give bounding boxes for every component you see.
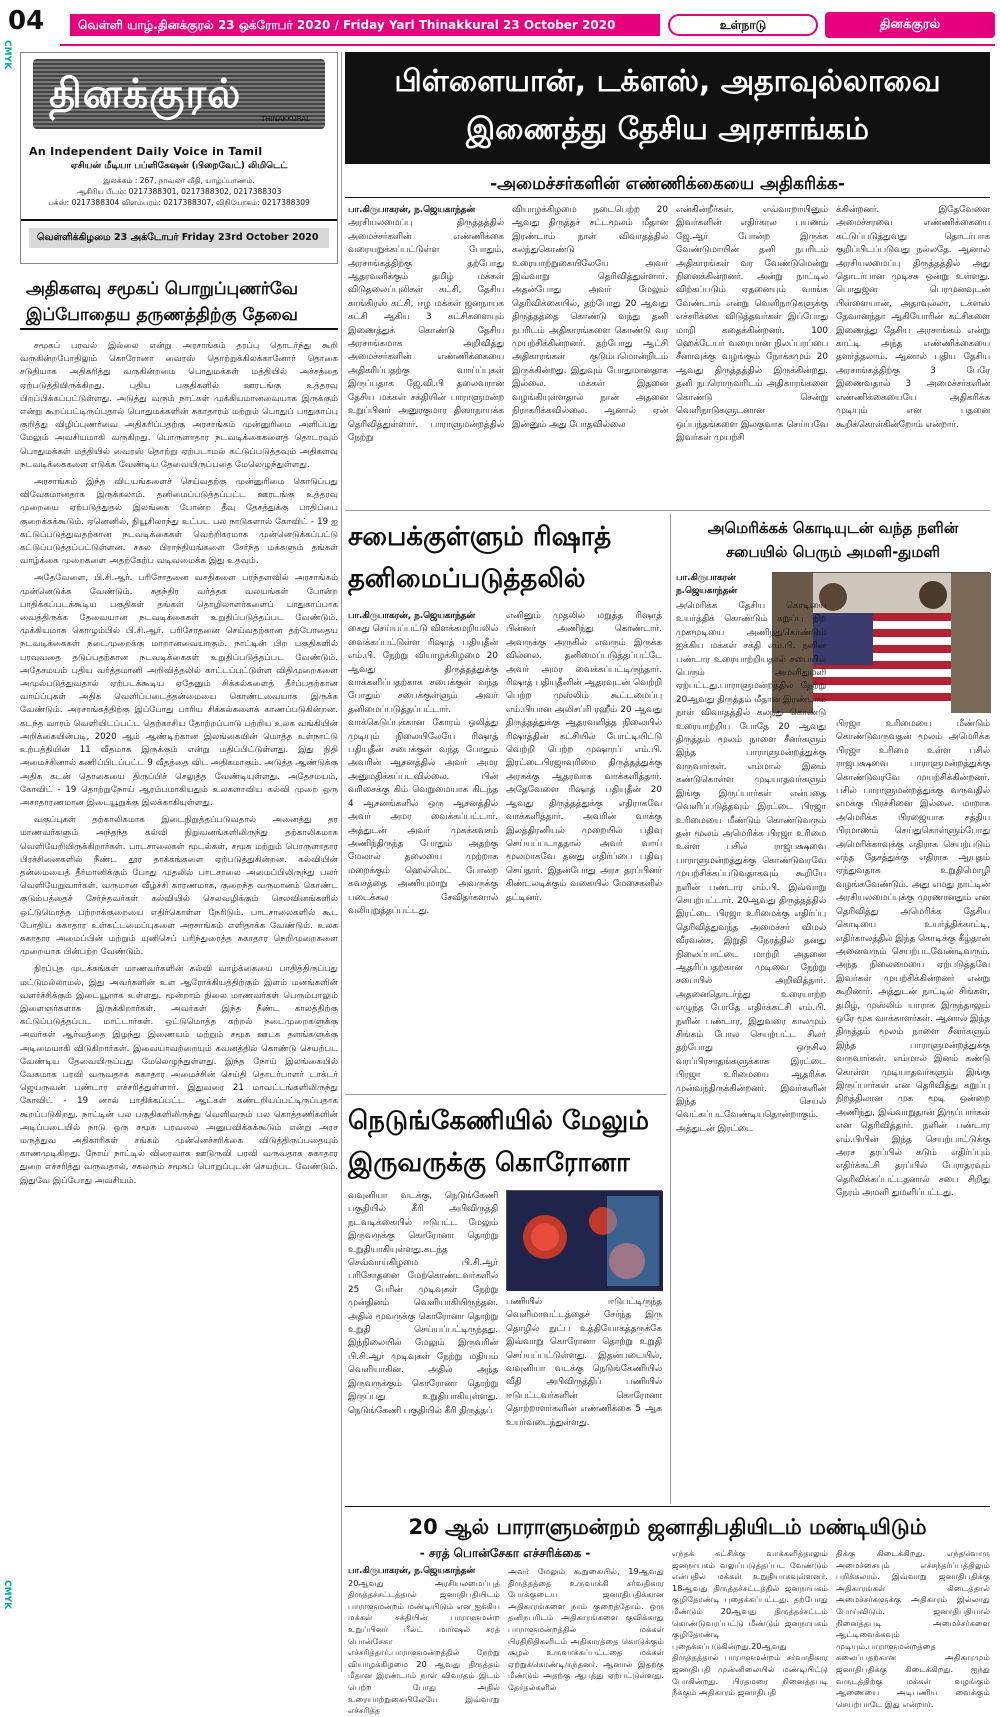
newspaper-logo-small: தினக்குரல்: [825, 12, 995, 38]
rishad-column: [506, 610, 662, 1090]
virus-photo: [506, 1190, 662, 1290]
masthead-address: [29, 175, 329, 208]
article-text: என்கின்றீர்கள். எவ்வாறாயினும் இவர்களின் எதிர்கால பயணம் ஜே.ஆர் போன்ற இருக்க வேண்டுமாயின் தனி நபரிடம் அதிகாரங்கள் வர வேண்டுமென்று நினைக்கின்றனர். அன்று நாட்டில் விற்கப்படும் ஏதனையும் வாங்க வேண்டாம் என்று வெளிநாடுகளுக்கு எச்சரிக்கை விடுத்தவர்கள் இப்போது மாறி கதைக்கின்றனர். 100 ஹெக்டேயர் வரையான நிலப்பரப்பை சீனாவுக்கு வழங்கும் நோக்கமும் 20 ஆவது திருத்தத்தில் இருக்கின்றது. தனி நபரொருவரிடம் அதிகாரங்களை கொண்டு சென்று வெளிநாடுகளுடனான ஒப்பந்தங்களை இலகுவாக செய்யவே இவர்கள் முயற்சி: [676, 205, 828, 443]
rishad-headline: [348, 516, 668, 600]
story-rule: [345, 510, 990, 511]
editorial-paragraph: அரசாங்கம் இந்த விடயங்களைச் செய்வதற்கு முன்னுரிமை கொடுப்பது விவேகமானதாக இருக்கலாம். தனிமைப்படுத்தப்பட்ட ஊரடங்கு உத்தரவு முறையை ஏற்படுத்துதல் இலங்கை போன்ற தீவு தேசத்துக்கு பாதிப்பை குறைக்கக்கூடும். ஏனெனில், நியூசிலாந்து உட்பட பல நாடுகளால் கோவிட் - 19 ஐ கட்டுப்படுத்துவதற்கான நடவடிக்கைகள் வெற்றிகரமாக முன்னெடுக்கப்பட்டு கட்டுப்படுத்தப்பட்டுள்ளன. சகல பிராந்தியங்களை சேர்ந்த மக்களும் தங்கள் வாழ்க்கை முறைகளை அதற்கேற்ப வடிவமைக்க இது உதவும்.: [20, 477, 338, 567]
byline: பா.கிருபாகரன், ந.ஜெயகாந்தன்: [348, 205, 475, 215]
editorial-paragraph: அதேவேளை, பி.சி.ஆர். பரிசோதனை வசதிகளை பரந்தளவில் அரசாங்கம் முன்னெடுக்க வேண்டும். சுதந்திர வர்த்தக வலயங்கள் போன்ற பாதிக்கப்படக்கூடிய பகுதிகள் தங்கள் தொழிலாளர்களைப் பாதுகாப்பாக வைத்திருக்க தேவையான நடவடிக்கைகள் உறுதிப்படுத்தப்பட வேண்டும். முக்கியமாக கொழும்பில் பி.சி.ஆர். பரிசோதனை செய்வதற்கான தற்போதைய நடவடிக்கைகள் நடைமுறைக்கு மாறானவையாகும். நாட்டின் பிற பகுதிகளில் பரவுவதை தடுப்பதற்கான நடவடிக்கைகள் உறுதிப்படுத்தப்பட வேண்டும். அதேசமயம் புதிய வர்த்தமானி அறிவித்தலில் காட்டப்பட்டுள்ள விதிமுறைகளை அமுல்படுத்துவதால் ஏற்படக்கூடிய ஏதேனும் சிக்கல்களைத் தீர்ப்பதற்கான வாய்ப்புகள் அதிக வெளிப்படைத்தன்மையை கொண்டவையாக இருக்க வேண்டும். அரசாங்கத்திற்கு இப்போது பாரிய சிக்கல்களைக் காணப்படுகின்றன. கடந்த வாரம் வெளியிடப்பட்ட தெற்காசிய தோற்றப்பாடு பற்றிய உலக வங்கியின் அறிக்கையின்படி, 2020 ஆம் ஆண்டிற்கான இலங்கையின் மொத்த உள்நாட்டு உற்பத்தியின் 11 வீதமாக இருக்கும் என்று மதிப்பிட்டுள்ளது. இது நிதி அமைச்சினால் கணிப்பிடப்பட்ட 9 வீதத்தை விட அதிகமாகும். அடுத்த ஆண்டுக்கு அதிக கடன் தொகையை திருப்பிச் செலுத்த வேண்டியுள்ளது. அதேசமயம், கோவிட் - 19 தொற்றுநோய் ஆரம்பமாகியதும் உலகளாவிய கல்வி முறை ஒரு அசாதாரணமான இடையூறுக்கு இலக்காகியுள்ளது.: [20, 573, 338, 808]
lead-headline: [345, 58, 990, 154]
sarath-subhead: - சரத் பொன்சேகா எச்சரிக்கை -: [419, 1546, 591, 1560]
lead-column: [836, 204, 990, 504]
masthead-date: வெள்ளிக்கிழமை 23 அக்டோபர் Friday 23rd October 2020: [29, 228, 329, 248]
rishad-headline-line: சபைக்குள்ளும் ரிஷாத்: [348, 522, 612, 552]
editorial-paragraph: சமூகப் பரவல் இல்லை என்று அரசாங்கம் தரப்பு தொடர்ந்து கூறி வருகின்றபோதிலும் கொரோனா வைரஸ் தொற்றுக்கிலக்கானோர் தொகை சடுதியாக அதிகரித்து வருகின்றமை பொதுமக்கள் மத்தியில் அச்சத்தை ஏற்படுத்தியிருக்கிறது. புதிய பகுதிகளில் ஊரடங்கு உத்தரவு பிறப்பிக்கப்பட்டுள்ளது. அடுத்து வரும் நாட்கள் முக்கியமானவையாக இருக்கும் என்று கூறப்பட்டிருப்பதால் பொதுமக்களின் சுகாதாரம் மற்றும் பொதுப் பாதுகாப்பு குறித்து விழிப்புணர்வை அதிகரிப்பதற்கு அரசாங்கம் முன்னுரிமை அளிப்பது மேலும் அவசியமாகி வருகிறது. பொருளாதார நடவடிக்கைகளைத் தொடரவும் பொதுமக்கள் மத்தியில் வைரஸ் தொற்று ஏற்படாமல் கட்டுப்படுத்தவும் அதிகளவு நடவடிக்கைகளை எடுக்க வேண்டிய தேவையிருப்பதை மேலெழுந்துள்ளது.: [20, 341, 338, 470]
editorial-paragraph: வகுப்புகள் தற்காலிகமாக இடைநிறுத்தப்படுவதால் அனைத்து தர மாணவர்களும் அந்தந்த கல்வி நிறுவனங்களிலிருந்து தற்காலிகமாக வெளியேறியிருக்கிறார்கள். பாடசாலைகள் மூடல்கள், சமூக மற்றும் பொருளாதார பிரச்சினைகளில் நீண்ட தூர தாக்கங்களை ஏற்படுத்துகின்றன. கல்வியின் தன்மையைத் தீர்மானிக்கும் போது முதலில் பாடசாலை அமைப்பிலிருந்து பலர் வெளியேறுவார்கள். வருமான வீழ்ச்சி காரணமாக, குறைந்த வருமானம் கொண்ட குடும்பத்தைச் சேர்ந்தவர்கள் கல்வியில் செலவழிக்கும் செலவினங்களில் ஒட்டுமொத்த பற்றாக்குறையை எதிர்கொள்ள நேரிடும். பாடசாலைகளில் கூட போதிய சுகாதார உள்கட்டமைப்புகளை அரசாங்கம் எளிதாக்க வேண்டும். உலக சுகாதார அமைப்பின் மற்றும் யுனிசெப் பரிந்துரைத்த சுகாதார நெறிமுறைகளை முறையாக பின்பற்ற வேண்டும்.: [20, 815, 338, 958]
byline: பா.கிருபாகரன் ந.ஜெயகாந்தன்: [676, 573, 737, 597]
flag-column: [676, 600, 826, 1500]
lead-column: [348, 204, 504, 504]
sarath-column: [672, 1548, 828, 1698]
article-text: பிரஜா உரிமையை மீண்டும் கொண்டுவருவதன் மூலம் அமெரிக்க பிரஜா உரிமை உள்ள பசில் ராஜபக்ஷவை பாராளுமன்றத்துக்கு கொண்டுவரவே முயற்சிக்கின்றனர். பசில் பாராளுமன்றத்துக்கு வருவதில் எமக்கு பிரச்சினை இல்லை. மாறாக அமெரிக்க பிரஜையாக சத்திய பிரமாணம் செய்துகொள்ளும்போது அமெரிக்காவுக்கு எதிராக செயற்படும் எந்த தேசத்துக்கு எதிராக ஆயுதம் ஏந்துவதாக உறுதிமொழி வழங்கவேண்டும். அது எமது நாட்டின் அரசியலமைப்புக்கு முரணானதும் என தெரிவித்து அமெரிக்க தேசிய கொடியை உயர்த்திக்காட்டி, எதிர்காலத்தில் இந்த கொடிக்கு கீழ்தான் அனைவரும் செயற்படவேண்டிவரும். அந்த நிலைமையை ஏற்படுத்தவே இவர்கள் முயற்சிக்கின்றனர் என்று கூறினார். அத்துடன் நாட்டில் சிங்கள, தமிழ், முஸ்லிம் யாராக இருந்தாலும் ஒரே மூக வாக்காளர்கள். ஆனால் இந்த திருத்தம் மூலம் நாளை சீனர்களும் இந்த பாராளுமன்றத்துக்கு வருவார்கள். எம்மால் இனம் கண்டு கொள்ள முடியாதவர்களும் இங்கு இருப்பார்கள் என தெரிவித்து கறுப்பு நிறத்திலான முக மூடி ஒன்றை அணிந்து, இவ்வாறுதான் இருப்பார்கள் என தெரிவித்தார். நளின் பண்டார எம்.பியின் இந்த செயற்பாட்டுக்கு அரச தரப்பில் கடும் எதிர்ப்பும் எதிர்க்கட்சி தரப்பில் பேராதரவும் தெரிவிக்கப்பட்டதனால் சபை சிறிது நேரம் அமளி துமளிப்பட்டது.: [836, 719, 990, 1199]
masthead-address-line: இலக்கம் : 267, நாவலர் வீதி, யாழ்ப்பாணம்.: [103, 176, 255, 185]
byline: பா.கிருபாகரன், ந.ஜெயகாந்தன்: [348, 611, 475, 621]
coronavirus-image: [507, 1191, 663, 1291]
lead-column: [512, 204, 668, 504]
rishad-column: [348, 610, 498, 1090]
masthead-logo-sub: THINAKKURAL: [261, 115, 311, 123]
masthead-address-line: பக்ஸ்: 0217388304 விளம்பரம்: 0217388307, விநியோகம்: 0217388309: [48, 198, 310, 207]
date-strip: வெள்ளி யாழ்.தினக்குரல் 23 ஒக்ரோபர் 2020 / Friday Yarl Thinakkural 23 October 2020: [70, 14, 660, 36]
article-text: எந்தக் கட்சிக்கு வாக்களித்தாலும் ஜனநாயகம் வலுப்படுத்தப்பட வேண்டும் என்பதில் மக்கள் உறுதியாகவுள்ளனர். 18ஆவது திருத்தச்சட்டத்தில் ஜனநாயகம் குழிதோண்டி புதைக்கப்பட்டது. தற்போது மீண்டும் 20ஆவது திருத்தச்சட்டம் கொண்டுவரப்பட்டு மீண்டும் ஜனநாயகம் குழிதோண்டி புதைக்கப்படுகின்றது.20ஆவது திருத்தத்தால் பாராளுமன்றம் சர்வாதிகார ஜனாதிபதி முன்னிலையில் மண்டியிட்டு போகின்றது. பிரதமரை நினைத்தபடி நீக்கும் அதிகாரம் ஜனாதிபதி: [672, 1548, 828, 1698]
page-number: 04: [8, 6, 45, 36]
masthead-tagline: An Independent Daily Voice in Tamil: [29, 145, 263, 158]
sarath-column: [348, 1566, 500, 1716]
rishad-headline-line: தனிமைப்படுத்தலில்: [348, 564, 586, 594]
article-text: க்கின்றனர். இதேவேளை அமைச்சரவை எண்ணிக்கையை கட்டுப்படுத்துவது தொடர்பாக குறிப்பிடப்படுவது நல்லதே. ஆனால் அரசியலமைப்பு திருத்தத்தில் அது தொடர்பான முடிசசு ஒன்று உள்ளது. பொதுஜன பெரமுனவுடன் பிள்ளையான், அதாவுல்லா, டக்ளஸ் தேவானந்தா ஆகியோரின் கட்சிகளை இணைத்து தேசிய அரசாங்கம் என்று காட்டி அந்த எண்ணிக்கையை தளர்த்தலாம். ஆனால் புதிய தேசிய அரசாங்கத்திற்கு 3 பேரே இணைவதால் 3 அமைச்சர்களின் எண்ணிக்கையையே அதிகரிக்க முடியும் என பதனை கூறிக்கொள்கின்றோம் என்றார்.: [836, 205, 990, 430]
masthead-logo-text: தினக்குரல்: [49, 71, 242, 117]
sarath-column: [508, 1566, 664, 1692]
corona-headline: [348, 1100, 668, 1184]
color-register-mark: CMYK: [2, 1580, 12, 1610]
article-text: வியாழக்கிழமை நடைபெற்ற 20 ஆவது திருத்தச் சட்டமூலம் மீதான இரண்டாம் நாள் விவாதத்தில் கலந்துகொண்டு உரையாற்றுகையிலேயே அவர் இவ்வாறு தெரிவித்துள்ளார். அதன்போது அவர் மேலும் தெரிவிக்கையில், தற்போது 20 ஆவது திருத்தத்தை கொண்டு வந்து தனி நபரிடம் அதிகாரங்களை கொண்டு வர முயற்சிக்கின்றனர். தற்போது ஆட்சி அதிகாரங்கள் குடும்பமொன்றிடம் இருக்கின்றது. இதுவும் போதுமானதாக இல்லை. மக்கள் இதனை வழங்கியுள்ளதால் நான் அதனை நிராகரிக்கவில்லை. ஆனால் ஏன் இன்னும் அது போதவில்லை: [512, 205, 668, 430]
corona-headline-line: நெடுங்கேணியில் மேலும்: [348, 1106, 650, 1136]
lead-subhead: -அமைச்சர்களின் எண்ணிக்கையை அதிகரிக்க-: [345, 170, 990, 198]
story-rule: [345, 1506, 990, 1507]
column-rule: [341, 52, 342, 1672]
section-tag: உள்நாடு: [668, 14, 818, 36]
flag-headline-line: சபையில் பெரும் அமளி-துமளி: [726, 543, 940, 561]
header-rule: [60, 44, 995, 46]
lead-headline-box: [345, 52, 990, 164]
corona-headline-line: இருவருக்கு கொரோனா: [348, 1148, 630, 1178]
editorial-paragraph: நிரப்புத முடக்கங்கள் மாணவர்களின் கல்வி வாழ்க்கையை பாதித்திருப்பது மட்டுமல்லாமல், இது அவர்களின் உள ஆரோக்கியத்திற்கும் இளம் மனங்களின் வளர்ச்சிக்கும் இடையூறாக உள்ளது. மூன்றாம் நிலை மாணவர்கள் பெரும்பாலும் இளைஞர்களாக இருக்கிறார்கள். அவர்கள் இந்த நீண்ட காலத்திற்கு கட்டுப்படுத்தப்பட மாட்டார்கள். ஒட்டுமொத்த கற்றல் நடைமுறைகளுக்கு அவர்கள் ஆர்வத்தை இழந்து இணையம் மற்றும் சமூக ஊடக தளங்களுக்கு அடிமையாகி விடுகிறார்கள். இவையாவற்றையும் கவனத்தில் கொண்டு செயற்பட வேண்டிய தேவையிருப்பது மேலெழுந்துள்ளது. இந்த நோய் இலங்கையில் வேகமாக பரவி வருவதாக சுகாதார அமைச்சின் செய்தி தொடர்பாளர் டாக்டர் ஜெயருவன் பண்டார எச்சரித்துள்ளார். இதுவரை 21 மாவட்டங்களிலிருந்து கோவிட் - 19 னால் பாதிக்கப்பட்ட ஆட்கள் கண்டறியப்பட்டிருப்பதாக கூறப்படுகிறது. நாட்டின் பல பகுதிகளிலிருந்து வெளிவரும் பல கொத்தணிகளின் அடிப்படையில் நாடு ஒரு சமூக பரவலை அனுபவிக்கக்கூடும் என்று அரச மருத்துவ அதிகாரிகள் சங்கம் முன்னெச்சரிக்கை விடுத்திருப்பதையும் காணமுடிகிறது. நோய் நாட்டில் விரைவாக ஊடுருவி பரவி வருவதாக சுகாதார துறை எச்சரித்து வருவதால், சகலரும் சமூகப் பொறுப்புடன் செயற்பட வேண்டும். இதுவே இப்போது அவசியம்.: [20, 964, 338, 1186]
article-text: அரசியலமைப்பு திருத்தத்தில் அமைச்சர்களின் எண்ணிக்கை வரையறுக்கப்பட்டுள்ள போதும், அரசாங்கத்திற்கு தற்போது ஆதரவளிக்கும் தமிழ் மக்கள் விடுதலைப்புலிகள் கட்சி, தேசிய காங்கிரஸ் கட்சி, ஈழ மக்கள் ஜனநாயக கட்சி ஆகிய 3 கட்சிகளையும் இணைத்துக் கொண்டு தேசிய அரசாங்கமாக அறிவித்து அமைச்சர்களின் எண்ணிக்கையை அதிகரிப்பதற்கு வாய்ப்புகள் இருப்பதாக ஜே.வி.பி தலைவரான தேசிய மக்கள் சக்தியின் பாராளுமன்ற உறுப்பினர் அனுரகுமார திஸாநாயக்க தெரிவித்துள்ளார். பாராளுமன்றத்தில் நேற்று: [348, 218, 504, 443]
editorial-headline: அதிகளவு சமூகப் பொறுப்புணர்வே இப்போதைய தருணத்திற்கு தேவை: [20, 272, 338, 330]
column-rule: [670, 514, 671, 1504]
masthead: [20, 52, 338, 264]
lead-column: [676, 204, 828, 504]
article-text: கைது செய்யப்பட்டு விளக்கமறியலில் வைக்கப்பட்டுள்ள ரிஷாத் பதியுதீன் எம்.பி. நேற்று வியாழக்கிழமை 20 ஆவது திருத்தத்துக்கு வாக்களிப்பதற்காக சபைக்குள் வந்த போதும் சபைக்குள்ளும் அவர் தனிமைப்படுத்தப்பட்டார். வாக்கெடுப்புக்கான கோரம் ஒலித்து முடியும் நிலையிலேயே ரிஷாத் பதியுதீன் சபைக்குள் வந்த போதும் அவரின் ஆசனத்தில் அவர் அமர அனுமதிக்கப்படவில்லை. பின் வரிசைக்கு கிம் வெறுமையாக கிடந்த 4 ஆசனங்களில் ஒரு ஆசனத்தில் அவர் அமர வைக்கப்பட்டார். அத்துடன் அவர் முகக்கவசம் அணிந்திருந்த போதும் அதற்கு மேலால் தலையை முற்றாக மறைக்கும் ஹெல்மெட் போன்ற கவசத்தை அணியுமாறு அவருக்கு படைக்கல சேவிதர்களால் வலியுறுத்தப்பட்டது.: [348, 624, 498, 916]
color-register-mark: CMYK: [2, 40, 12, 70]
masthead-publisher: ஏசியன் மீடியா பப்ளிகேஷன் (பிறைவேட்) லிமிடெட்: [70, 161, 288, 171]
article-text: வவுனியா வடக்கு, நெடுங்கேணி பகுதியில் கீரி அபிவிருத்தி நடவடிக்கையில் ஈடுபட்ட மேலும் இருவருக்கு கொரோனா தொற்று உறுதியாகியுள்ளது.கடந்த செவ்வாய்கிழமை பி.சி.ஆர் பரிசோதனை மேற்கொண்டவர்களில் 25 பேரின் முடிவுகள் நேற்று முன்தினம் வெளியாகியிருந்தன. அதில் மூவருக்கு கொரோனா தொற்று உறுதி செய்யப்பட்டிருந்தது. இந்நிலையில் மேலும் இருவரின் பி.சி.ஆர் முடிவுகள் நேற்று மதியம் வெளியாகின. அதில் அந்த இருவருக்கும் கொரோனா தொற்று இருப்பது உறுதியாகியுள்ளது. நெடுங்கேணி பகுதியில் கீரி திருத்தப்: [348, 1191, 498, 1416]
masthead-address-line: ஆசிரிய பீடம்: 0217388301, 0217388302, 0217388303: [76, 187, 282, 196]
lead-headline-line: பிள்ளையான், டக்ளஸ், அதாவுல்லாவை: [394, 64, 941, 99]
article-text: 20ஆவது அரசியலமைப்புத் திருத்தச்சட்டத்தால் ஜனாதிபதியிடம் பாராளுமன்றம் மண்டியிடும் என ஐக்கிய மக்கள் சக்தியின் பாராளுமன்ற உறுப்பினர் பீல்ட் மார்ஷல் சரத் பொன்சேகா எச்சரித்தார்.பாராளுமன்றத்தில் நேற்று வியாழக்கிழமை 20 ஆவது திருத்தம் மீதான இரண்டாம் நாள் விவாதம் இடம் பெற்ற போது அதில் உரையாற்றுகையிலேயே இவ்வாறு எச்சரித்த: [348, 1577, 500, 1716]
article-text: அவர் மேலும் கூறுகையில், 19ஆவது திருத்தத்தை உருவாக்கி சர்வதிகார போக்குடைய ஜனாதிபதிக்கான அதிகாரங்களை நாம் குறைத்தோம். ஒரு தனிநபரிடம் அதிகாரங்களை குவிக்காது பாராளுமன்றத்தில் மக்கள் பிரதிநிதிகளிடம் அதிகாரத்தை கொடுக்கும் சூழல் உருவாக்கப்பட்டதை மக்கள் ஏற்றுக்கொண்டிருந்தனர். ஆனால் இதற்கு மீண்டும் அதற்கு ஆபத்து ஏற்பட்டுள்ளது. தேர்தல்களில்: [508, 1566, 664, 1692]
flag-headline: [676, 516, 990, 564]
sarath-headline: 20 ஆல் பாராளுமன்றம் ஜனாதிபதியிடம் மண்டியிடும்: [408, 1515, 927, 1539]
lead-headline-line: இணைத்து தேசிய அரசாங்கம்: [466, 112, 869, 147]
article-text: அமெரிக்க தேசிய கொடியை உயர்த்திக் கொண்டும் கறுப்பு நிற முகமூடியை அணிந்துகொண்டும் ஐக்கிய மக்கள் சக்தி எம்.பி. நளின் பண்டார உரையாற்றியதால் சபையில் பெரும் அமளிதுமளி ஏற்பட்டது.பாராளுமன்றத்தில் நேற்று 20ஆவது திருத்தம் மீதான இரண்டாம் நாள் விவாதத்தில் கலந்து கொண்டு உரையாற்றிய போதே 20 ஆவது திருத்தம் மூலம் நாளை சீனர்களும் இந்த பாராளுமன்றத்துக்கு வருவார்கள். எம்மால் இனம் கண்டுகொள்ள முடியாதவர்களும் இங்கு இருப்பார்கள் என்பதை வெளிப்படுத்தவும் இரட்டை பிரஜா உரிமையை மீண்டும் கொண்டுவரும் தன் மூலம் அமெரிக்க பிரஜா உரிமை உள்ள பசில் ராஜபக்ஷவை பாராளுமன்றத்துக்கு கொண்டுவரவே முயற்சிக்கப்படுவதாகவும் கூறியே நளின் பண்டார எம்.பி. இவ்வாறு செயற்பட்டார். 20ஆவது திருத்தத்தில் இரட்டை பிரஜா உரிமைக்கு எதிர்ப்பு தெரிவித்துவந்த அமைச்சர் விமல் வீரவன்ச, இறுதி நேரத்தில் தனது நிலைப்பாட்டை மாற்றி அதனை ஆதரிப்பதற்கான முடிவை நேற்று சபையில் அறிவித்தார். அதனைதொடர்ந்து உரையாற்ற எழுந்த போதே எதிர்க்கட்சி எம்.பி. நளின் பண்டார, இதுவரை காலமும் சிங்கம் போல செயற்பட்ட சிலர் தற்போது ஒருசில வரப்பிரசாதங்களுக்காக இரட்டை பிரஜா உரிமையை ஆதரிக்க முன்வந்திருக்கின்றனர். இவர்களின் இந்த செயல் வெட்கப்படவேண்டியதொன்றாகும். அத்துடன் இரட்டை: [676, 601, 826, 1134]
article-text: எனினும் முதலில் மறுத்த ரிஷாத் பின்னர் அணிந்து கொண்டார். அவருக்கு அருகில் எவரும் இருக்க வில்லை. தனிமைப்படுத்தப்பட்டே அவர் அமர வைக்கப்பட்டிருந்தார். ரிஷாத் பதியுதீனின் ஆதரவுடன் வெற்றி பெற்ற முஸ்லிம் கூட்டமைப்பு எம்.பியான அலிசப்ரி ரஹீம் 20 ஆவது திருத்தத்துக்கு ஆதரவளித்த நிலையில் ரிஷாத்தின் கட்சியில் போட்டியிட்டு வெற்றி பெற்ற முஷாரப் எம்.பி. இரட்டைபிரஜாவுரிமை திருத்தத்துக்கு அரசுக்கு ஆதரவாக வாக்களித்தார். அதேவேளை ரிஷாத் பதியுதீன் 20 ஆவது திருத்தத்துக்கு எதிராகவே வாக்களித்தார். அவரின் வாக்கு இலத்திரனியல் முறையில் பதிவு செய்யப்படாததால் அவர் வாய் மூலமாகவே தனது எதிர்ப்பை பதிவு செய்தார். இதன்போது அரச தரப்பினர் கிண்டலடிக்கும் வகையில் மேசைகளில் தட்டினர்.: [506, 611, 662, 903]
masthead-rule: [21, 219, 337, 221]
page-header: [0, 0, 1000, 50]
sarath-column: [836, 1548, 990, 1709]
article-text: பணியில் ஈடுபட்டிருந்த வெளிமாவட்டத்தைச் சேர்ந்த இரு தொழில் நுட்ப உத்தியோகத்தருக்கே இவ்வாறு கொரோனா தொற்று உறுதி செய்யப்பட்டுள்ளது. இதன்படையில், வவுனியா வடக்கு நெடுங்கேணியில் வீதி அபிவிருத்திப் பணியில் ஈடுபட்டவர்களின் கொரோனா தொற்றாளர்களின் எண்ணிக்கை 5 ஆக உயர்வடைந்துள்ளது.: [506, 1297, 662, 1428]
corona-column: [348, 1190, 498, 1500]
story-rule: [345, 1094, 667, 1095]
article-text: திக்கு கிடைக்கிறது. எந்தவொரு அமைச்சையும் எச்சந்தர்ப்பத்திலும் பறிக்கலாம். இவ்வாறு ஜனாதிபதிக்கு அதிகாரங்கள் கிடைத்தால் அமைச்சர்களுக்கு அதிகாரம் இல்லாது போய்விடும். ஜனாதிபதியால் நினைத்தபடி அமைச்சர்களை ஆட்டிவைக்கவும் முடியும்.பாராளுமன்றத்தை கலைப்பதற்கான அதிகாரமும் ஜனாதிபதிக்கு கிடைக்கிறது. ஐந்து வருடத்திற்கு மக்கள் வழங்கும் ஆணையை அடிபணிய வைக்கும் செயற்பாடே இது என்றார்.: [836, 1548, 990, 1709]
flag-column: [836, 718, 990, 1500]
byline: பா.கிருபாகரன், ந.ஜெயகாந்தன்: [348, 1566, 475, 1576]
editorial-body: [20, 340, 338, 1670]
flag-headline-line: அமெரிக்கக் கொடியுடன் வந்த நளின்: [707, 519, 959, 537]
corona-column: [506, 1296, 662, 1500]
